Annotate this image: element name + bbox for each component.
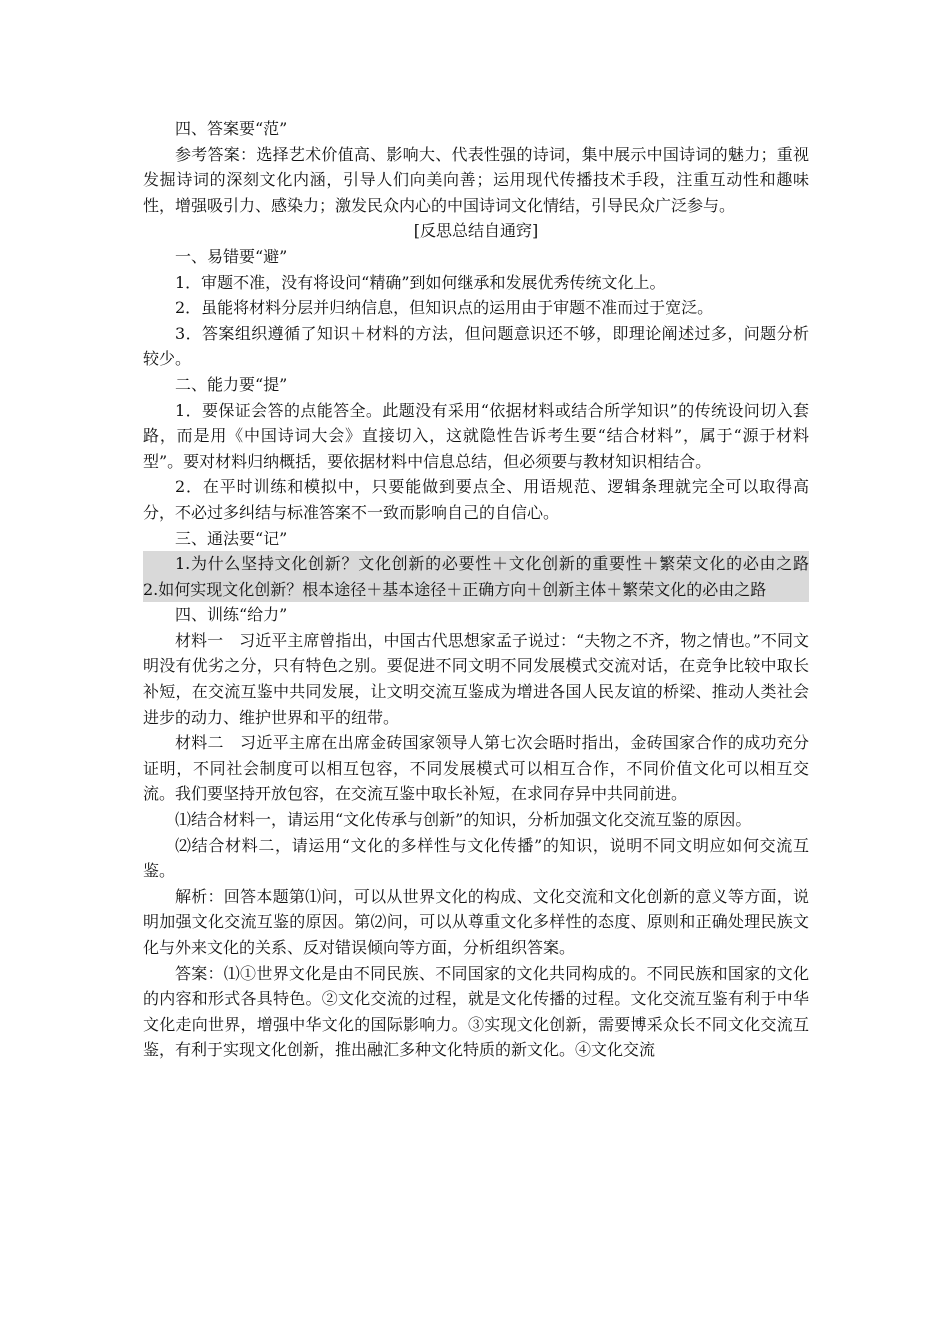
method-box: [143, 551, 826, 602]
section-heading: 一、易错要“避”: [175, 246, 288, 266]
material-two: 材料二 习近平主席在出席金砖国家领导人第七次会晤时指出，金砖国家合作的成功充分证明，不同社会制度可以相互包容，不同发展模式可以相互合作，不同价值文化可以相互交流。我们要坚持开放包容，在交流互鉴中取长补短，在求同存异中共同前进。: [143, 733, 809, 804]
material-one: 材料一 习近平主席曾指出，中国古代思想家孟子说过：“夫物之不齐，物之情也。”不同文明没有优劣之分，只有特色之别。要促进不同文明不同发展模式交流对话，在竞争比较中取长补短，在交流互鉴中共同发展，让文明交流互鉴成为增进各国人民友谊的桥梁、推动人类社会进步的动力、维护世界和平的纽带。: [143, 630, 809, 727]
answer: 答案：⑴①世界文化是由不同民族、不同国家的文化共同构成的。不同民族和国家的文化的内容和形式各具特色。②文化交流的过程，就是文化传播的过程。文化交流互鉴有利于中华文化走向世界，增强中华文化的国际影响力。③实现文化创新，需要博采众长不同文化交流互鉴，有利于实现文化创新，推出融汇多种文化特质的新文化。④文化交流: [143, 963, 809, 1060]
reference-answer: 参考答案：选择艺术价值高、影响大、代表性强的诗词，集中展示中国诗词的魅力；重视发掘诗词的深刻文化内涵，引导人们向美向善；运用现代传播技术手段，注重互动性和趣味性，增强吸引力、感染力；激发民众内心的中国诗词文化情结，引导民众广泛参与。: [143, 144, 809, 215]
question-1: ⑴结合材料一，请运用“文化传承与创新”的知识，分析加强文化交流互鉴的原因。: [175, 810, 752, 830]
error-item: 1．审题不准，没有将设问“精确”到如何继承和发展优秀传统文化上。: [175, 272, 666, 292]
ability-item: 1．要保证会答的点能答全。此题没有采用“依据材料或结合所学知识”的传统设问切入套路，而是用《中国诗词大会》直接切入，这就隐性告诉考生要“结合材料”，属于“源于材料型”。要对材料归纳概括，要依据材料中信息总结，但必须要与教材知识相结合。: [143, 400, 809, 471]
ability-item: 2．在平时训练和模拟中，只要能做到要点全、用语规范、逻辑条理就完全可以取得高分，不必过多纠结与标准答案不一致而影响自己的自信心。: [143, 477, 809, 522]
analysis: 解析：回答本题第⑴问，可以从世界文化的构成、文化交流和文化创新的意义等方面，说明加强文化交流互鉴的原因。第⑵问，可以从尊重文化多样性的态度、原则和正确处理民族文化与外来文化的关系、反对错误倾向等方面，分析组织答案。: [143, 886, 809, 957]
section-heading: 三、通法要“记”: [175, 528, 288, 548]
section-heading: 四、训练“给力”: [175, 605, 288, 625]
error-item: 3．答案组织遵循了知识＋材料的方法，但问题意识还不够，即理论阐述过多，问题分析较少。: [143, 323, 809, 369]
section-title: [反思总结自通窍]: [413, 221, 539, 241]
method-text: 1.为什么坚持文化创新？文化创新的必要性＋文化创新的重要性＋繁荣文化的必由之路 2.如何实现文化创新？根本途径＋基本途径＋正确方向＋创新主体＋繁荣文化的必由之路: [143, 554, 826, 599]
section-heading: 二、能力要“提”: [175, 374, 288, 394]
document-page: [143, 116, 826, 1063]
question-2: ⑵结合材料二，请运用“文化的多样性与文化传播”的知识，说明不同文明应如何交流互鉴。: [143, 835, 809, 881]
error-item: 2．虽能将材料分层并归纳信息，但知识点的运用由于审题不准而过于宽泛。: [175, 298, 714, 318]
section-heading: 四、答案要“范”: [175, 119, 288, 138]
